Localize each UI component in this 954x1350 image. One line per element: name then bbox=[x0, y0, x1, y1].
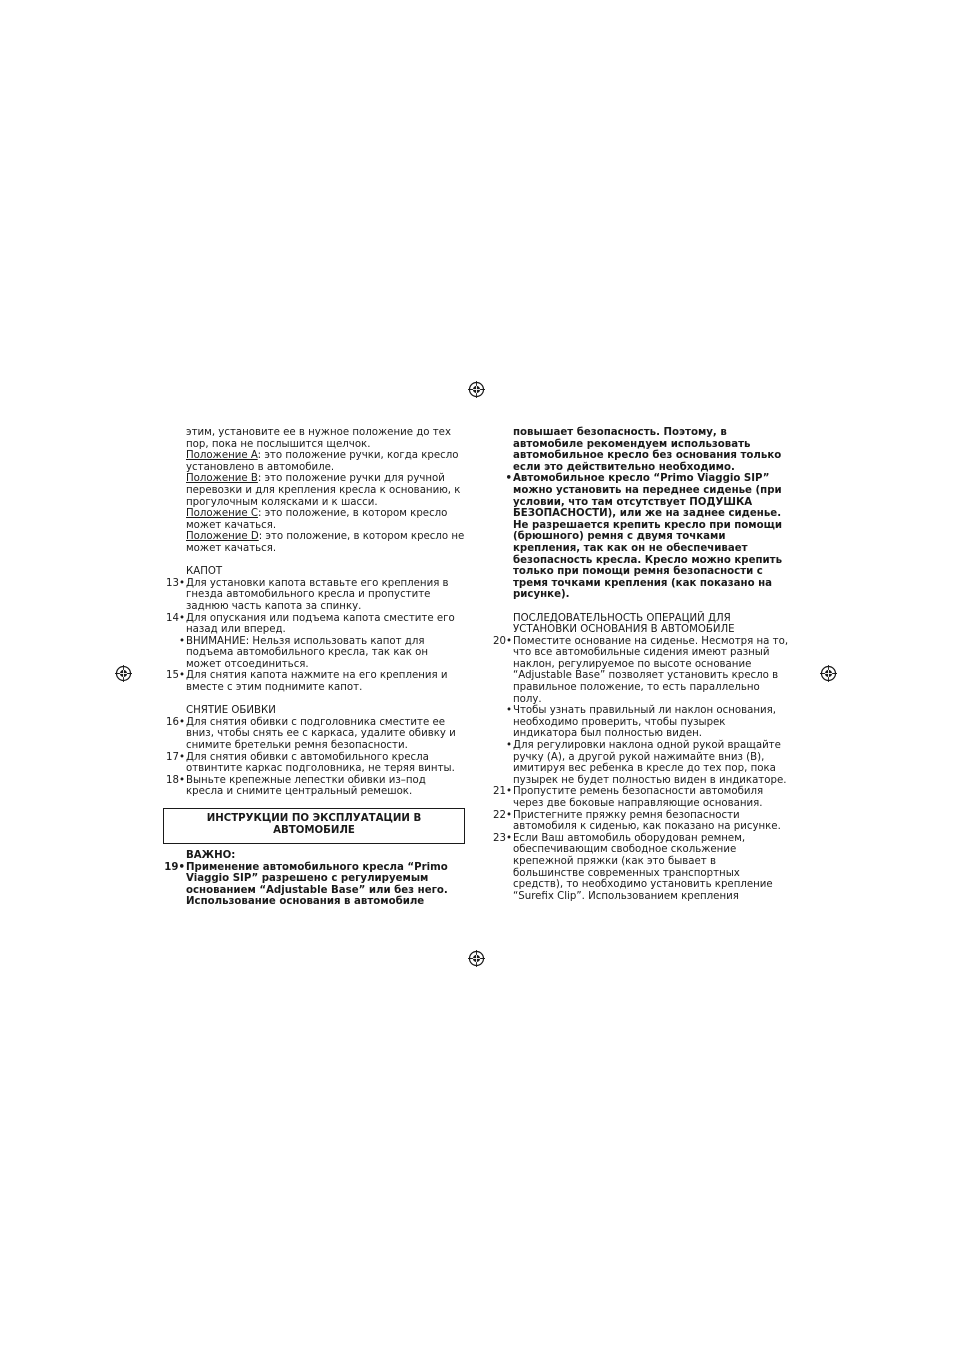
list-item: • ВНИМАНИЕ: Нельзя использовать капот для подъема автомобильного кресла, так как он может отсоединиться. bbox=[178, 635, 429, 670]
position-c: Положение C: это положение, в котором кресло может качаться. bbox=[186, 508, 448, 531]
registration-mark-top bbox=[468, 381, 485, 398]
position-b: Положение B: это положение ручки для ручной перевозки и для крепления кресла к основанию, к прогулочным колясками и к шасси. bbox=[186, 473, 461, 508]
important-heading: ВАЖНО: bbox=[186, 850, 236, 861]
continued-text: повышает безопасность. Поэтому, в автомобиле рекомендуем использовать автомобильное кресло без основания только если это действительно необходимо. bbox=[513, 427, 782, 473]
registration-mark-left bbox=[115, 665, 132, 682]
list-item: 14• Для опускания или подъема капота сместите его назад или вперед. bbox=[166, 612, 455, 636]
hood-heading: КАПОТ bbox=[186, 566, 223, 578]
cover-heading: СНЯТИЕ ОБИВКИ bbox=[186, 705, 276, 717]
list-item: 19• Применение автомобильного кресла “Primo Viaggio SIP” разрешено с регулируемым основанием “Adjustable Base” или без него. Использование основания в автомобиле bbox=[164, 861, 448, 908]
left-column bbox=[163, 427, 465, 908]
section-title-box: ИНСТРУКЦИИ ПО ЭКСПЛУАТАЦИИ В АВТОМОБИЛЕ bbox=[163, 808, 465, 844]
list-item: • Для регулировки наклона одной рукой вращайте ручку (A), а другой рукой нажимайте вниз (B), имитируя вес ребенка в кресле до тех пор, пока пузырек не будет полностью виден в индикаторе. bbox=[505, 740, 787, 786]
list-item: 22• Пристегните пряжку ремня безопасности автомобиля к сиденью, как показано на рисунке. bbox=[493, 809, 781, 833]
right-column bbox=[490, 427, 790, 902]
list-item: 21• Пропустите ремень безопасности автомобиля через две боковые направляющие основания. bbox=[493, 786, 764, 809]
list-item: 23• Если Ваш автомобиль оборудован ремнем, обеспечивающим свободное скольжение крепежной пряжки (как это бывает в большинстве современных транспортных средств), то необходимо установить крепление “Surefix Clip”. Использованием крепления bbox=[493, 832, 773, 902]
registration-mark-bottom bbox=[468, 950, 485, 967]
list-item: 17• Для снятия обивки с автомобильного кресла отвинтите каркас подголовника, не теряя винты. bbox=[166, 751, 455, 775]
sequence-heading: ПОСЛЕДОВАТЕЛЬНОСТЬ ОПЕРАЦИЙ ДЛЯ УСТАНОВКИ ОСНОВАНИЯ В АВТОМОБИЛЕ bbox=[513, 612, 735, 636]
position-a: Положение A: это положение ручки, когда кресло установлено в автомобиле. bbox=[186, 450, 459, 473]
list-item: • Автомобильное кресло “Primo Viaggio SIP” можно установить на переднее сиденье (при условии, что там отсутствует ПОДУШКА БЕЗОПАСНОСТИ), или же на заднее сиденье. Не разрешается крепить кресло при помощи (брюшного) ремня с двумя точками крепления, так как он не обеспечивает безопасность кресла. Кресло можно крепить только при помощи ремня безопасности с тремя точками крепления (как показано на рисунке). bbox=[505, 473, 783, 601]
list-item: 15• Для снятия капота нажмите на его крепления и вместе с этим поднимите капот. bbox=[166, 670, 448, 694]
list-item: 13• Для установки капота вставьте его крепления в гнезда автомобильного кресла и пропустите заднюю часть капота за спинку. bbox=[166, 577, 449, 612]
position-d: Положение D: это положение, в котором кресло не может качаться. bbox=[186, 531, 465, 554]
list-item: 18• Выньте крепежные лепестки обивки из–под кресла и снимите центральный ремешок. bbox=[166, 774, 426, 798]
list-item: 20• Поместите основание на сиденье. Несмотря на то, что все автомобильные сидения имеют разный наклон, регулируемое по высоте основание “Adjustable Base” позволяет установить кресло в правильное положение, то есть параллельно полу. bbox=[493, 635, 789, 705]
list-item: 16• Для снятия обивки с подголовника сместите ее вниз, чтобы снять ее с каркаса, удалите обивку и снимите бретельки ремня безопасности. bbox=[166, 716, 456, 752]
list-item: • Чтобы узнать правильный ли наклон основания, необходимо проверить, чтобы пузырек индикатора был полностью виден. bbox=[505, 705, 777, 740]
registration-mark-right bbox=[820, 665, 837, 682]
intro-text: этим, установите ее в нужное положение до тех пор, пока не послышится щелчок. bbox=[186, 427, 451, 450]
